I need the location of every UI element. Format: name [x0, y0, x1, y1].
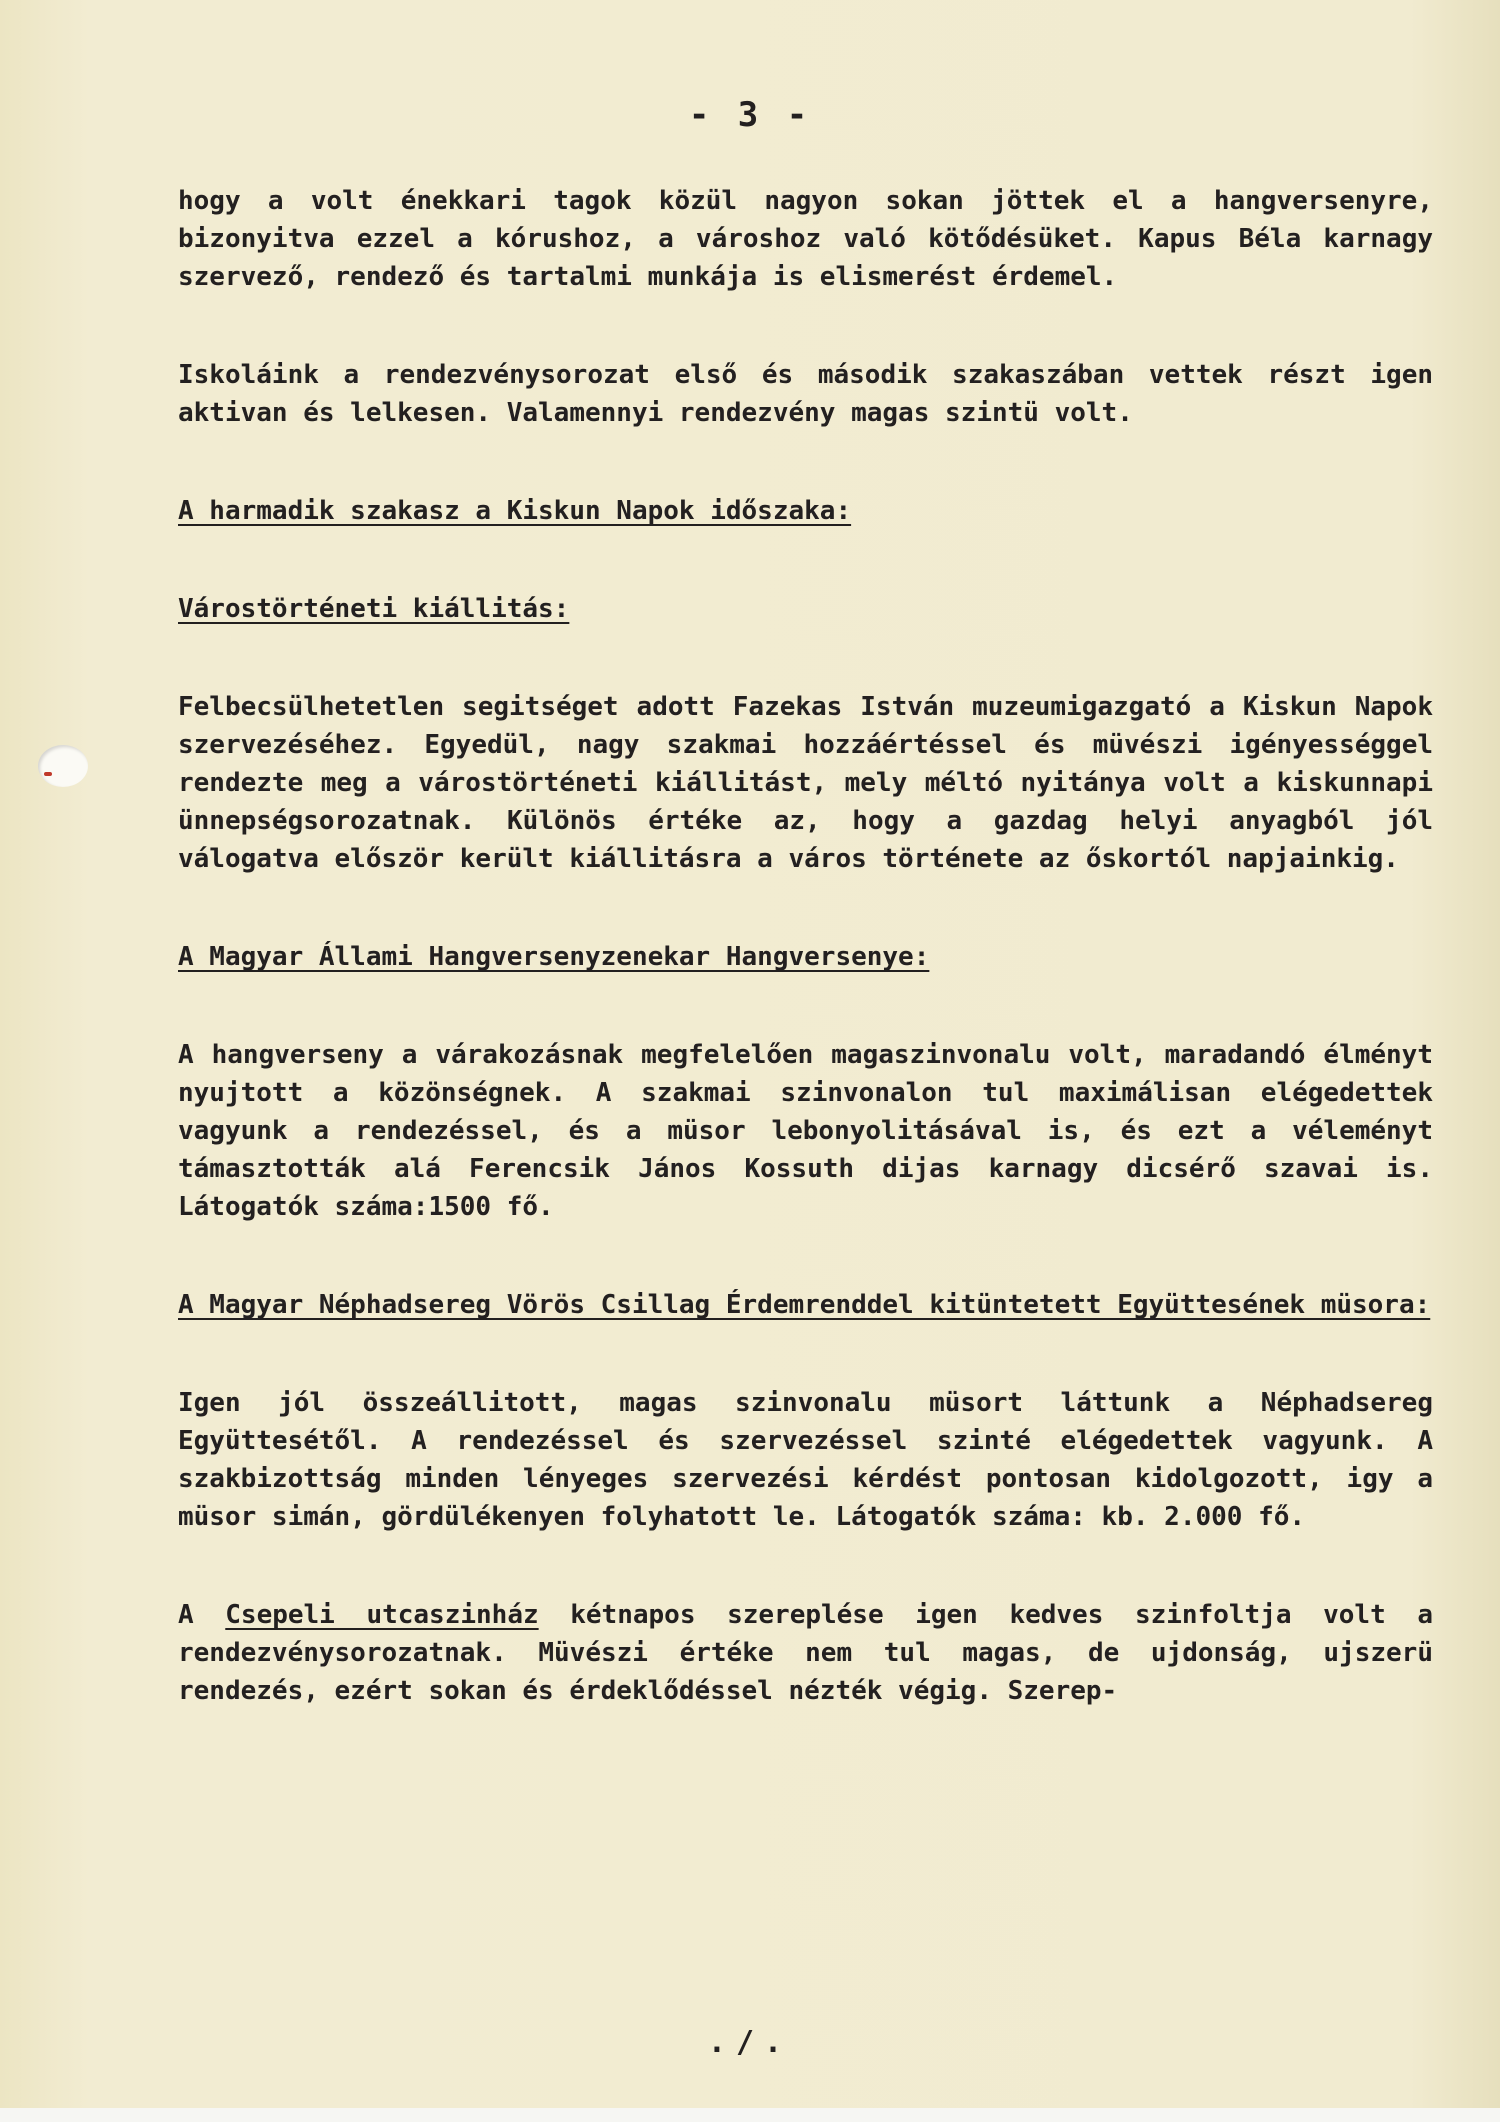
ink-mark: [44, 772, 52, 776]
street-theatre-intro: A: [178, 1600, 226, 1630]
heading-third-stage: A harmadik szakasz a Kiskun Napok időszaka:: [178, 496, 852, 526]
street-theatre-text: kétnapos szereplése igen kedves szinfoltja volt a rendezvénysorozatnak. Müvészi értéke nem tul magas, de ujdonság, ujszerü rendezés, ezért sokan és érdeklődéssel nézték végig. Szerep-: [178, 1600, 1433, 1706]
punch-hole: [38, 745, 88, 787]
paragraph-army-ensemble: Igen jól összeállitott, magas szinvonalu müsort láttunk a Néphadsereg Együttesétől. A rendezéssel és szervezéssel szinté elégedettek vagyunk. A szakbizottság minden lényeges szervezési kérdést pontosan kidolgozott, igy a müsor simán, gördülékenyen folyhatott le. Látogatók száma: kb. 2.000 fő.: [178, 1388, 1433, 1532]
page-number: - 3 -: [688, 95, 812, 135]
street-theatre-name: Csepeli utcaszinház: [225, 1600, 539, 1630]
paragraph-choir-concert: hogy a volt énekkari tagok közül nagyon sokan jöttek el a hangversenyre, bizonyitva ezzel a kórushoz, a városhoz való kötődésüket. Kapus Béla karnagy szervező, rendező és tartalmi munkája is elismerést érdemel.: [178, 186, 1433, 292]
continuation-mark: ./.: [707, 2025, 793, 2060]
heading-army-ensemble-program: A Magyar Néphadsereg Vörös Csillag Érdemrenddel kitüntetett Együttesének müsora:: [178, 1290, 1431, 1320]
paragraph-exhibition: Felbecsülhetetlen segitséget adott Fazekas István muzeumigazgató a Kiskun Napok szervezéséhez. Egyedül, nagy szakmai hozzáértéssel és müvészi igényességgel rendezte meg a várostörténeti kiállitást, mely méltó nyitánya volt a kiskunnapi ünnepségsorozatnak. Különös értéke az, hogy a gazdag helyi anyagból jól válogatva először került kiállitásra a város története az őskortól napjainkig.: [178, 692, 1433, 874]
paragraph-schools: Iskoláink a rendezvénysorozat első és második szakaszában vettek részt igen aktivan és lelkesen. Valamennyi rendezvény magas szintü volt.: [178, 360, 1433, 428]
heading-state-orchestra-concert: A Magyar Állami Hangversenyzenekar Hangversenye:: [178, 942, 930, 972]
scan-border: [0, 2108, 1500, 2122]
heading-local-history-exhibition: Várostörténeti kiállitás:: [178, 594, 570, 624]
document-body: [178, 182, 1433, 1770]
paragraph-orchestra: A hangverseny a várakozásnak megfelelően magaszinvonalu volt, maradandó élményt nyujtott a közönségnek. A szakmai szinvonalon tul maximálisan elégedettek vagyunk a rendezéssel, és a müsor lebonyolitásával is, és ezt a véleményt támasztották alá Ferencsik János Kossuth dijas karnagy dicsérő szavai is. Látogatók száma:1500 fő.: [178, 1040, 1433, 1222]
paragraph-street-theatre: [178, 1596, 1433, 1710]
